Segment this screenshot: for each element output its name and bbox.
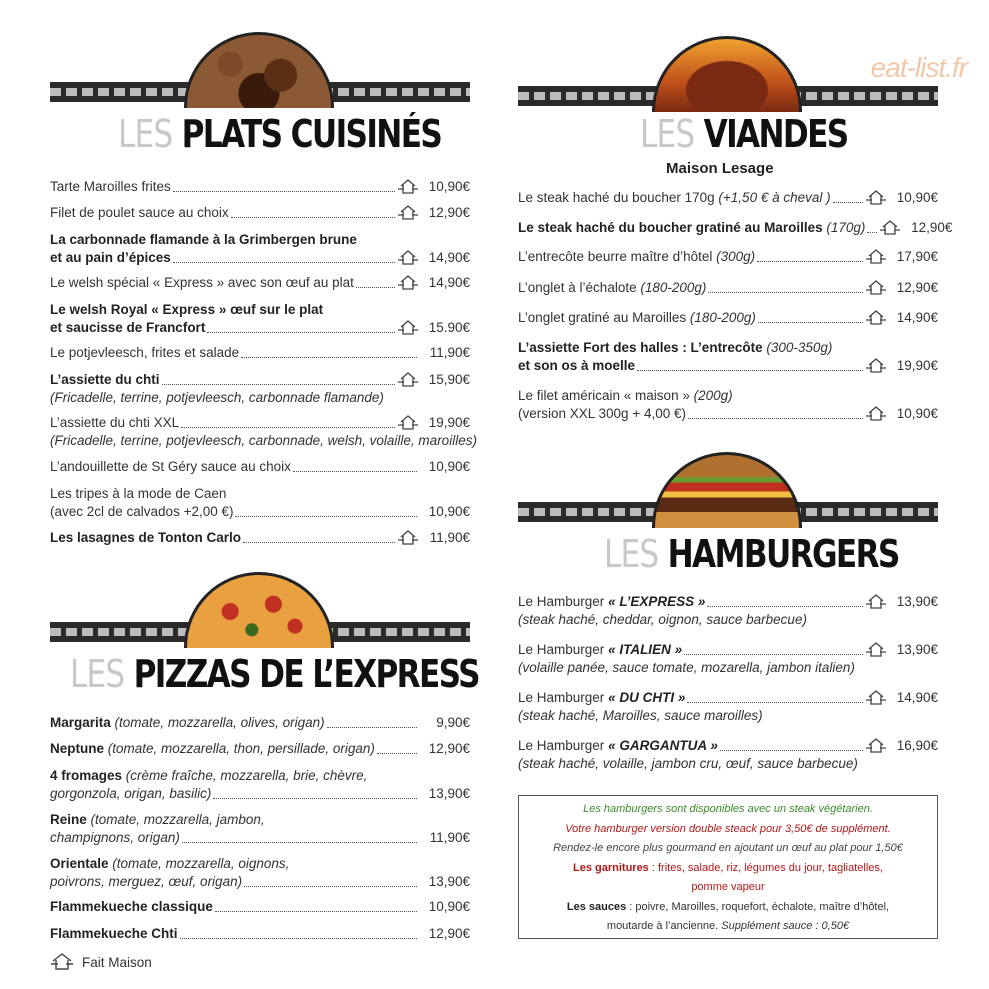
note-garnitures: Les garnitures : frites, salade, riz, légumes du jour, tagliatelles, bbox=[573, 861, 883, 874]
item-price: 19,90€ bbox=[428, 415, 470, 430]
hamburgers-title: LES HAMBURGERS bbox=[604, 532, 899, 576]
house-icon bbox=[866, 309, 886, 327]
menu-item bbox=[518, 387, 938, 423]
item-name: L’andouillette de St Géry sauce au choix bbox=[50, 459, 291, 474]
house-icon bbox=[866, 405, 886, 423]
pizzas-header-band bbox=[50, 572, 470, 642]
item-desc: (steak haché, Maroilles, sauce maroilles) bbox=[518, 708, 763, 723]
item-name: « L’EXPRESS » bbox=[608, 594, 706, 609]
menu-item bbox=[50, 855, 470, 891]
item-price: 10,90€ bbox=[428, 179, 470, 194]
item-price: 17,90€ bbox=[896, 249, 938, 264]
item-name: Les tripes à la mode de Caen bbox=[50, 486, 227, 501]
item-name: Neptune bbox=[50, 741, 104, 756]
item-price: 15.90€ bbox=[428, 320, 470, 335]
item-name: L’assiette du chti bbox=[50, 372, 160, 387]
viandes-header-band bbox=[518, 36, 938, 106]
plats-header-band bbox=[50, 32, 470, 102]
menu-item bbox=[50, 274, 470, 292]
hamburgers-food-image bbox=[652, 452, 802, 528]
item-name: 4 fromages bbox=[50, 768, 123, 783]
item-name: Le steak haché du boucher gratiné au Maroilles bbox=[518, 220, 823, 235]
house-icon bbox=[866, 248, 886, 266]
house-icon bbox=[398, 249, 418, 267]
menu-item bbox=[50, 371, 470, 407]
item-name: Le potjevleesch, frites et salade bbox=[50, 345, 240, 360]
plats-title: LES PLATS CUISINÉS bbox=[118, 112, 442, 156]
pizzas-title: LES PIZZAS DE L’EXPRESS bbox=[70, 652, 479, 696]
item-name: Le welsh Royal « Express » œuf sur le plat bbox=[50, 302, 324, 317]
item-price: 10,90€ bbox=[428, 459, 470, 474]
item-prefix: Le Hamburger bbox=[518, 594, 605, 609]
item-price: 12,90€ bbox=[428, 926, 470, 941]
menu-item bbox=[50, 898, 470, 916]
item-prefix: Le Hamburger bbox=[518, 690, 605, 705]
item-desc: (180-200g) bbox=[640, 280, 707, 295]
item-name: L’onglet à l’échalote bbox=[518, 280, 637, 295]
house-icon bbox=[866, 189, 886, 207]
menu-item bbox=[518, 339, 938, 375]
item-desc: (tomate, mozzarella, olives, origan) bbox=[114, 715, 325, 730]
menu-item bbox=[50, 344, 470, 362]
fait-maison-label: Fait Maison bbox=[82, 954, 152, 970]
item-name: « ITALIEN » bbox=[608, 642, 683, 657]
item-price: 13,90€ bbox=[428, 786, 470, 801]
item-name: Reine bbox=[50, 812, 87, 827]
item-price: 11,90€ bbox=[429, 530, 470, 545]
hamburger-note-box bbox=[518, 795, 938, 939]
menu-item bbox=[50, 178, 470, 196]
item-name: L’assiette du chti XXL bbox=[50, 415, 180, 430]
menu-item bbox=[50, 301, 470, 337]
item-price: 12,90€ bbox=[428, 205, 470, 220]
item-price: 10,90€ bbox=[428, 899, 470, 914]
item-desc: (tomate, mozzarella, jambon, bbox=[90, 812, 265, 827]
menu-item bbox=[50, 485, 470, 521]
house-icon bbox=[398, 371, 418, 389]
item-price: 10,90€ bbox=[428, 504, 470, 519]
item-name: Filet de poulet sauce au choix bbox=[50, 205, 229, 220]
item-price: 11,90€ bbox=[429, 830, 470, 845]
menu-item bbox=[518, 219, 953, 237]
item-desc: (170g) bbox=[826, 220, 866, 235]
item-desc: (Fricadelle, terrine, potjevleesch, carbonnade flamande) bbox=[50, 390, 384, 405]
house-icon bbox=[866, 357, 886, 375]
note-garnitures-2: pomme vapeur bbox=[691, 881, 765, 893]
item-desc: (steak haché, cheddar, oignon, sauce barbecue) bbox=[518, 612, 807, 627]
item-name: Les lasagnes de Tonton Carlo bbox=[50, 530, 242, 545]
menu-item bbox=[50, 458, 470, 476]
item-desc: (tomate, mozzarella, oignons, bbox=[112, 856, 290, 871]
house-icon bbox=[866, 279, 886, 297]
item-name: Le welsh spécial « Express » avec son œuf au plat bbox=[50, 275, 354, 290]
item-price: 13,90€ bbox=[896, 594, 938, 609]
item-name: « DU CHTI » bbox=[608, 690, 686, 705]
note-sauces: Les sauces : poivre, Maroilles, roquefort, échalote, maître d’hôtel, bbox=[566, 900, 890, 913]
item-price: 15,90€ bbox=[428, 372, 470, 387]
item-name: L’assiette Fort des halles : L’entrecôte bbox=[518, 340, 763, 355]
house-icon bbox=[398, 274, 418, 292]
fait-maison-legend bbox=[50, 952, 152, 972]
note-vegetarian: Les hamburgers sont disponibles avec un steak végétarien. bbox=[583, 803, 873, 815]
menu-item bbox=[518, 189, 938, 207]
item-name: Flammekueche classique bbox=[50, 899, 213, 914]
item-name-2: et son os à moelle bbox=[518, 358, 636, 373]
menu-item bbox=[518, 309, 938, 327]
item-desc: (300-350g) bbox=[766, 340, 833, 355]
menu-item bbox=[50, 925, 470, 943]
menu-item bbox=[518, 279, 938, 297]
viandes-food-image bbox=[652, 36, 802, 112]
item-name: L’entrecôte beurre maître d’hôtel bbox=[518, 249, 713, 264]
item-price: 14,90€ bbox=[428, 250, 470, 265]
menu-item bbox=[518, 248, 938, 266]
house-icon bbox=[398, 414, 418, 432]
item-desc: (300g) bbox=[716, 249, 756, 264]
item-price: 12,90€ bbox=[911, 220, 953, 235]
item-desc: (volaille panée, sauce tomate, mozarella, jambon italien) bbox=[518, 660, 855, 675]
item-name: Tarte Maroilles frites bbox=[50, 179, 171, 194]
item-desc-2: gorgonzola, origan, basilic) bbox=[50, 786, 212, 801]
item-name-2: et au pain d’épices bbox=[50, 250, 171, 265]
item-name-2: (version XXL 300g + 4,00 €) bbox=[518, 406, 686, 421]
item-name: La carbonnade flamande à la Grimbergen brune bbox=[50, 232, 357, 247]
item-price: 14,90€ bbox=[428, 275, 470, 290]
item-name: Orientale bbox=[50, 856, 109, 871]
item-desc: (crème fraîche, mozzarella, brie, chèvre, bbox=[125, 768, 368, 783]
menu-item bbox=[50, 767, 470, 803]
item-desc: (steak haché, volaille, jambon cru, œuf, sauce barbecue) bbox=[518, 756, 858, 771]
menu-item bbox=[50, 231, 470, 267]
item-price: 13,90€ bbox=[896, 642, 938, 657]
item-name: « GARGANTUA » bbox=[608, 738, 718, 753]
item-name: Margarita bbox=[50, 715, 111, 730]
menu-item bbox=[518, 641, 938, 677]
house-icon bbox=[866, 737, 886, 755]
item-name-2: (avec 2cl de calvados +2,00 €) bbox=[50, 504, 234, 519]
viandes-title: LES VIANDES bbox=[640, 112, 848, 156]
item-desc: (+1,50 € à cheval ) bbox=[718, 190, 831, 205]
item-price: 14,90€ bbox=[896, 690, 938, 705]
plats-food-image bbox=[184, 32, 334, 108]
item-desc: (200g) bbox=[693, 388, 733, 403]
item-desc: (tomate, mozzarella, thon, persillade, origan) bbox=[107, 741, 375, 756]
menu-item bbox=[50, 414, 477, 450]
item-price: 12,90€ bbox=[428, 741, 470, 756]
item-name: Le steak haché du boucher 170g bbox=[518, 190, 715, 205]
item-desc: (180-200g) bbox=[689, 310, 756, 325]
viandes-subtitle: Maison Lesage bbox=[666, 160, 774, 177]
house-icon bbox=[398, 178, 418, 196]
house-icon bbox=[398, 204, 418, 222]
menu-item bbox=[50, 811, 470, 847]
item-prefix: Le Hamburger bbox=[518, 738, 605, 753]
house-icon bbox=[398, 529, 418, 547]
house-icon bbox=[398, 319, 418, 337]
item-name-2: et saucisse de Francfort bbox=[50, 320, 206, 335]
menu-item bbox=[50, 714, 470, 732]
house-icon bbox=[880, 219, 900, 237]
hamburgers-header-band bbox=[518, 452, 938, 522]
house-icon bbox=[866, 689, 886, 707]
menu-item bbox=[50, 529, 470, 547]
house-icon bbox=[866, 641, 886, 659]
item-price: 12,90€ bbox=[896, 280, 938, 295]
item-name: Le filet américain « maison » bbox=[518, 388, 690, 403]
item-price: 14,90€ bbox=[896, 310, 938, 325]
pizzas-food-image bbox=[184, 572, 334, 648]
item-price: 10,90€ bbox=[896, 406, 938, 421]
note-sauces-2: moutarde à l’ancienne. Supplément sauce : 0,50€ bbox=[606, 920, 850, 932]
item-price: 19,90€ bbox=[896, 358, 938, 373]
item-desc-2: champignons, origan) bbox=[50, 830, 180, 845]
house-icon bbox=[866, 593, 886, 611]
house-icon bbox=[50, 952, 74, 972]
menu-item bbox=[50, 740, 470, 758]
menu-item bbox=[518, 737, 938, 773]
menu-item bbox=[518, 689, 938, 725]
menu-item bbox=[518, 593, 938, 629]
watermark: eat-list.fr bbox=[870, 52, 967, 83]
item-name: Flammekueche Chti bbox=[50, 926, 178, 941]
item-desc: (Fricadelle, terrine, potjevleesch, carbonnade, welsh, volaille, maroilles) bbox=[50, 433, 477, 448]
item-name: L’onglet gratiné au Maroilles bbox=[518, 310, 687, 325]
menu-item bbox=[50, 204, 470, 222]
item-price: 10,90€ bbox=[896, 190, 938, 205]
item-price: 13,90€ bbox=[428, 874, 470, 889]
item-price: 11,90€ bbox=[429, 345, 470, 360]
note-double-steak: Votre hamburger version double steack pour 3,50€ de supplément. bbox=[565, 822, 891, 835]
item-prefix: Le Hamburger bbox=[518, 642, 605, 657]
note-egg: Rendez-le encore plus gourmand en ajoutant un œuf au plat pour 1,50€ bbox=[553, 842, 903, 854]
item-desc-2: poivrons, merguez, œuf, origan) bbox=[50, 874, 243, 889]
item-price: 16,90€ bbox=[896, 738, 938, 753]
item-price: 9,90€ bbox=[436, 715, 470, 730]
